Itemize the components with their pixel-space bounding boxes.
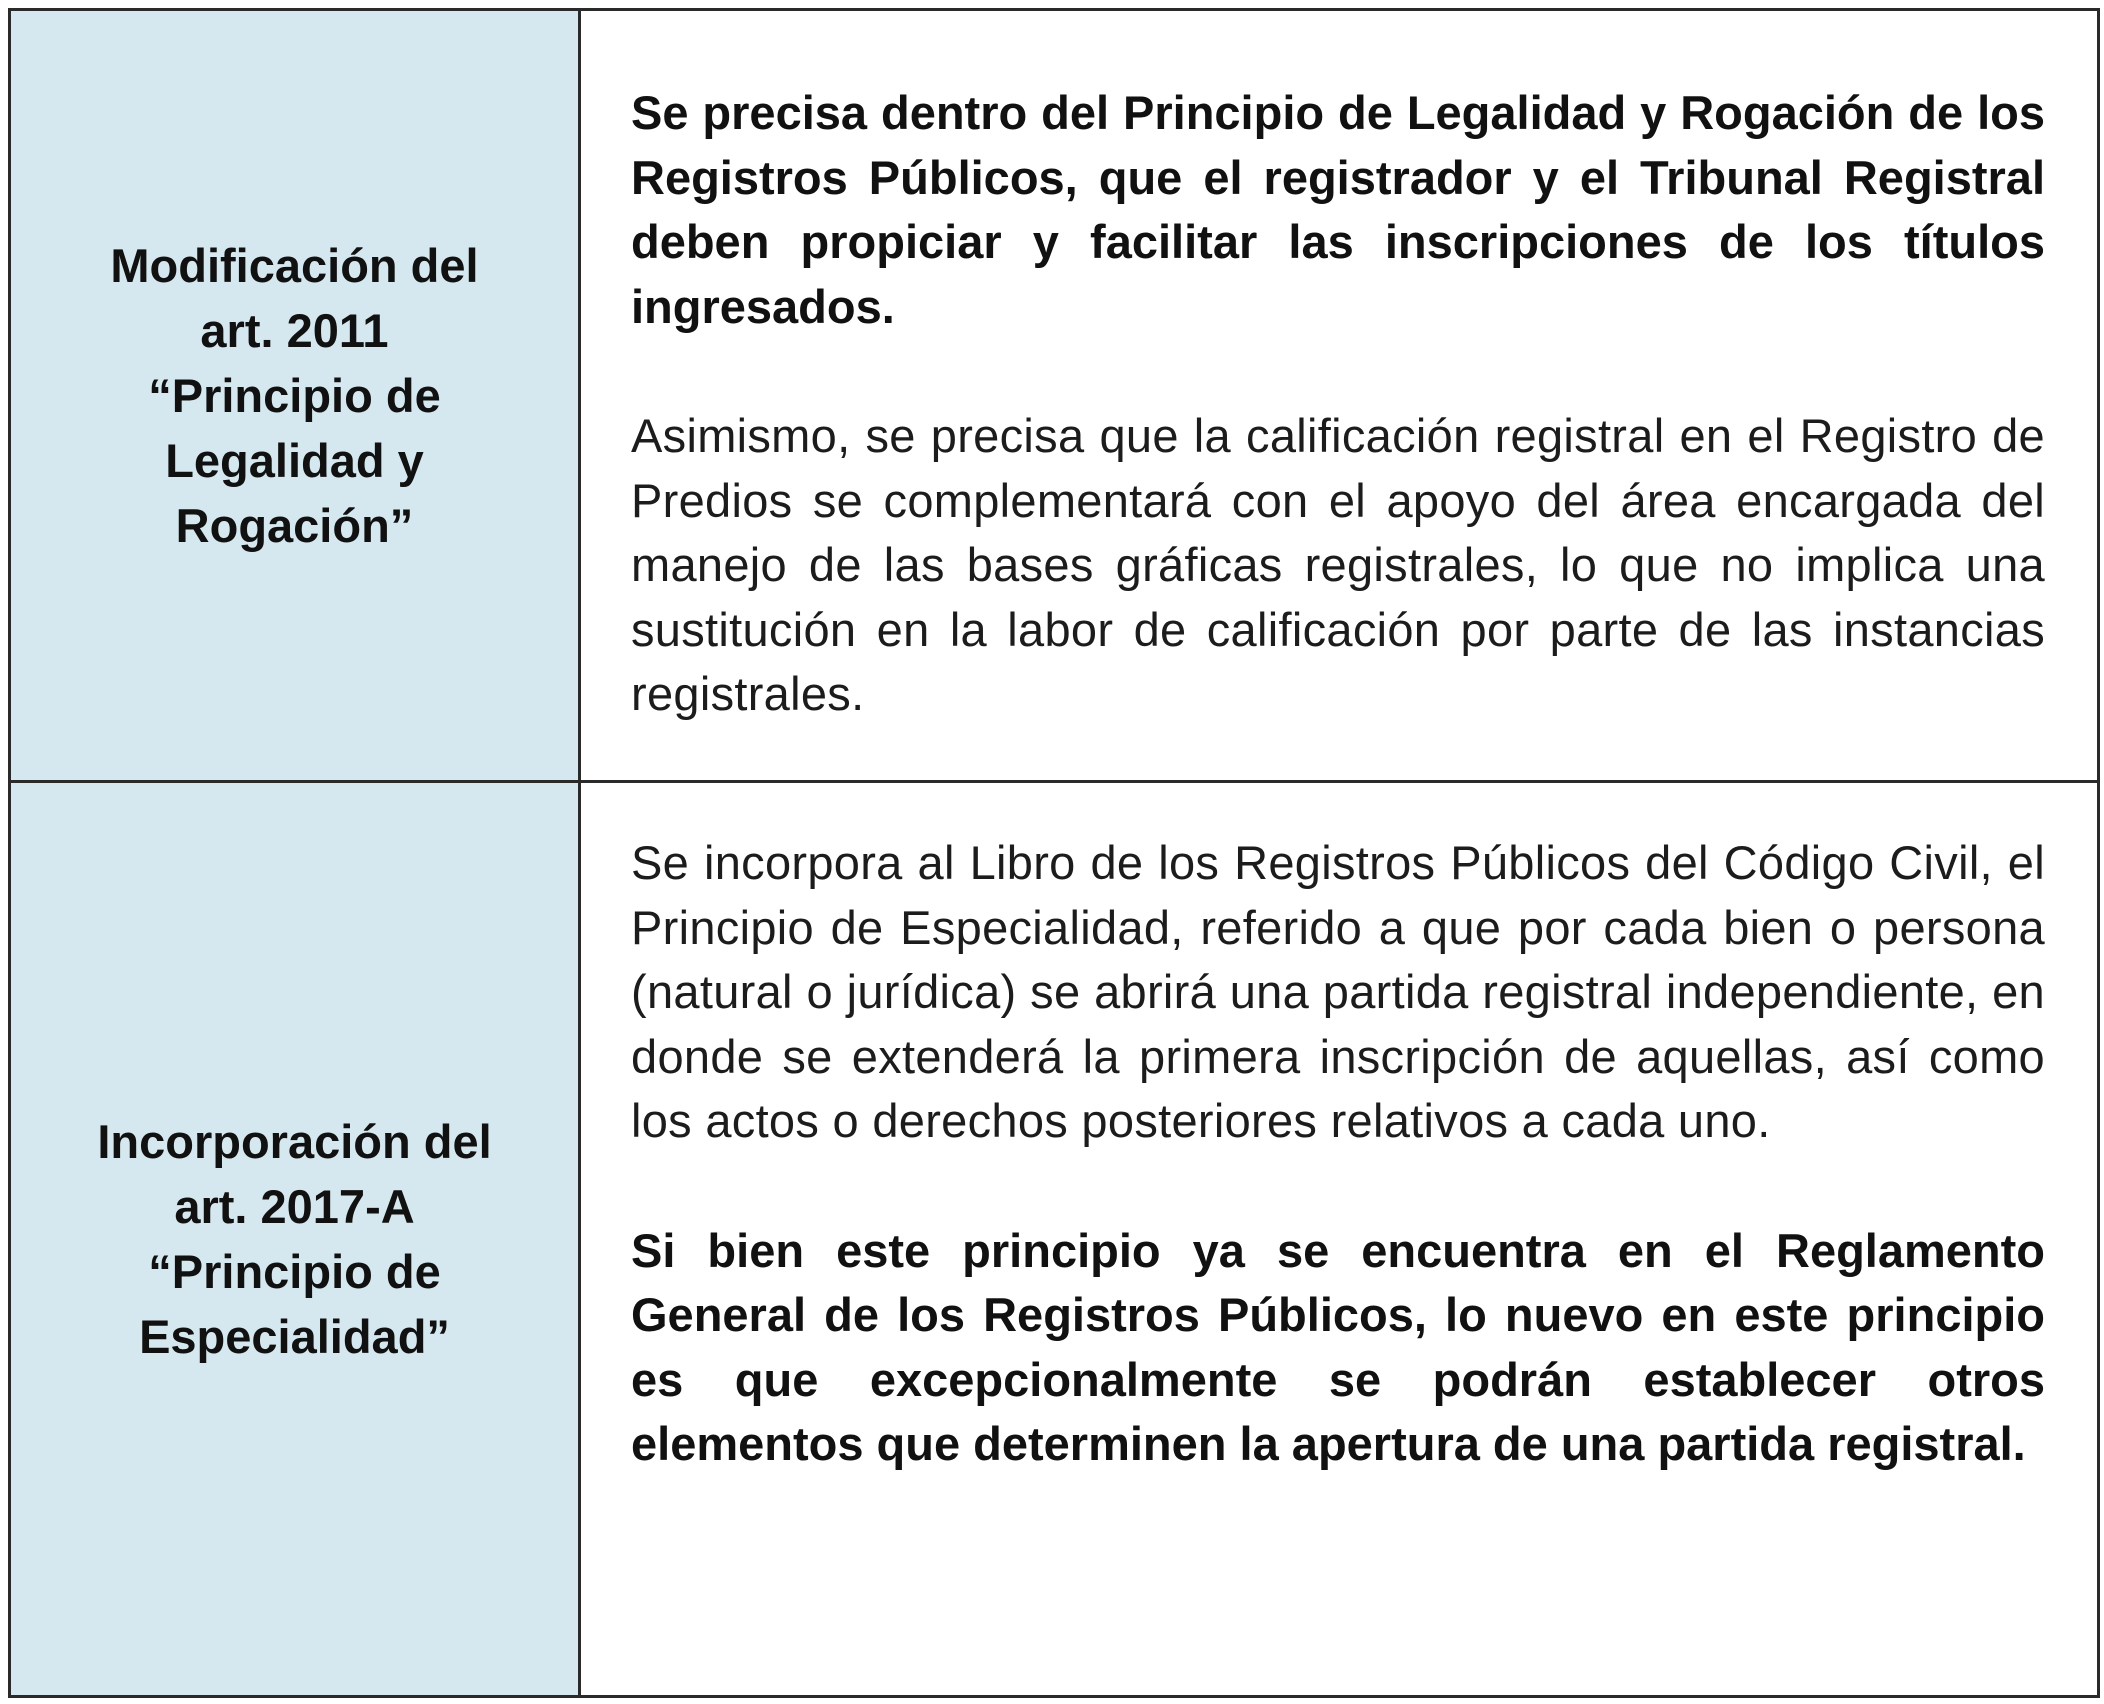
row-2-heading-line: Especialidad” — [139, 1310, 450, 1363]
row-2-heading — [77, 1109, 511, 1369]
paragraph-gap — [631, 339, 2045, 404]
row-2-heading-line: Incorporación del — [97, 1115, 492, 1168]
row-2-paragraph-regular: Se incorpora al Libro de los Registros Públicos del Código Civil, el Principio de Especialidad, referido a que por cada bien o persona (natural o jurídica) se abrirá una partida registral independiente, en donde se extenderá la primera inscripción de aquellas, así como los actos o derechos posteriores relativos a cada uno. — [631, 836, 2045, 1147]
row-2-paragraph-bold: Si bien este principio ya se encuentra en el Reglamento General de los Registros Públicos, lo nuevo en este principio es que excepcionalmente se podrán establecer otros elementos que determinen la apertura de una partida registral. — [631, 1223, 2045, 1470]
row-1-heading-line: Modificación del — [110, 239, 479, 292]
row-1-heading-line: art. 2011 — [200, 304, 389, 357]
row-1-heading-cell — [11, 11, 581, 783]
comparison-table — [8, 8, 2100, 1698]
row-1-paragraph-regular: Asimismo, se precisa que la calificación registral en el Registro de Predios se complementará con el apoyo del área encargada del manejo de las bases gráficas registrales, lo que no implica una sustitución en la labor de calificación por parte de las instancias registrales. — [631, 409, 2045, 720]
row-2-heading-line: “Principio de — [148, 1245, 441, 1298]
row-1-paragraph-bold: Se precisa dentro del Principio de Legalidad y Rogación de los Registros Públicos, que el registrador y el Tribunal Registral deben propiciar y facilitar las inscripciones de los títulos ingresados. — [631, 86, 2045, 333]
row-2-heading-line: art. 2017-A — [174, 1180, 415, 1233]
row-2-description-cell — [581, 783, 2097, 1695]
row-1-heading-line: Legalidad y — [165, 434, 424, 487]
row-1-description-cell — [581, 11, 2097, 783]
row-1-heading — [90, 233, 498, 558]
row-1-heading-line: Rogación” — [175, 499, 414, 552]
row-2-heading-cell — [11, 783, 581, 1695]
paragraph-gap — [631, 1154, 2045, 1219]
row-1-heading-line: “Principio de — [148, 369, 441, 422]
